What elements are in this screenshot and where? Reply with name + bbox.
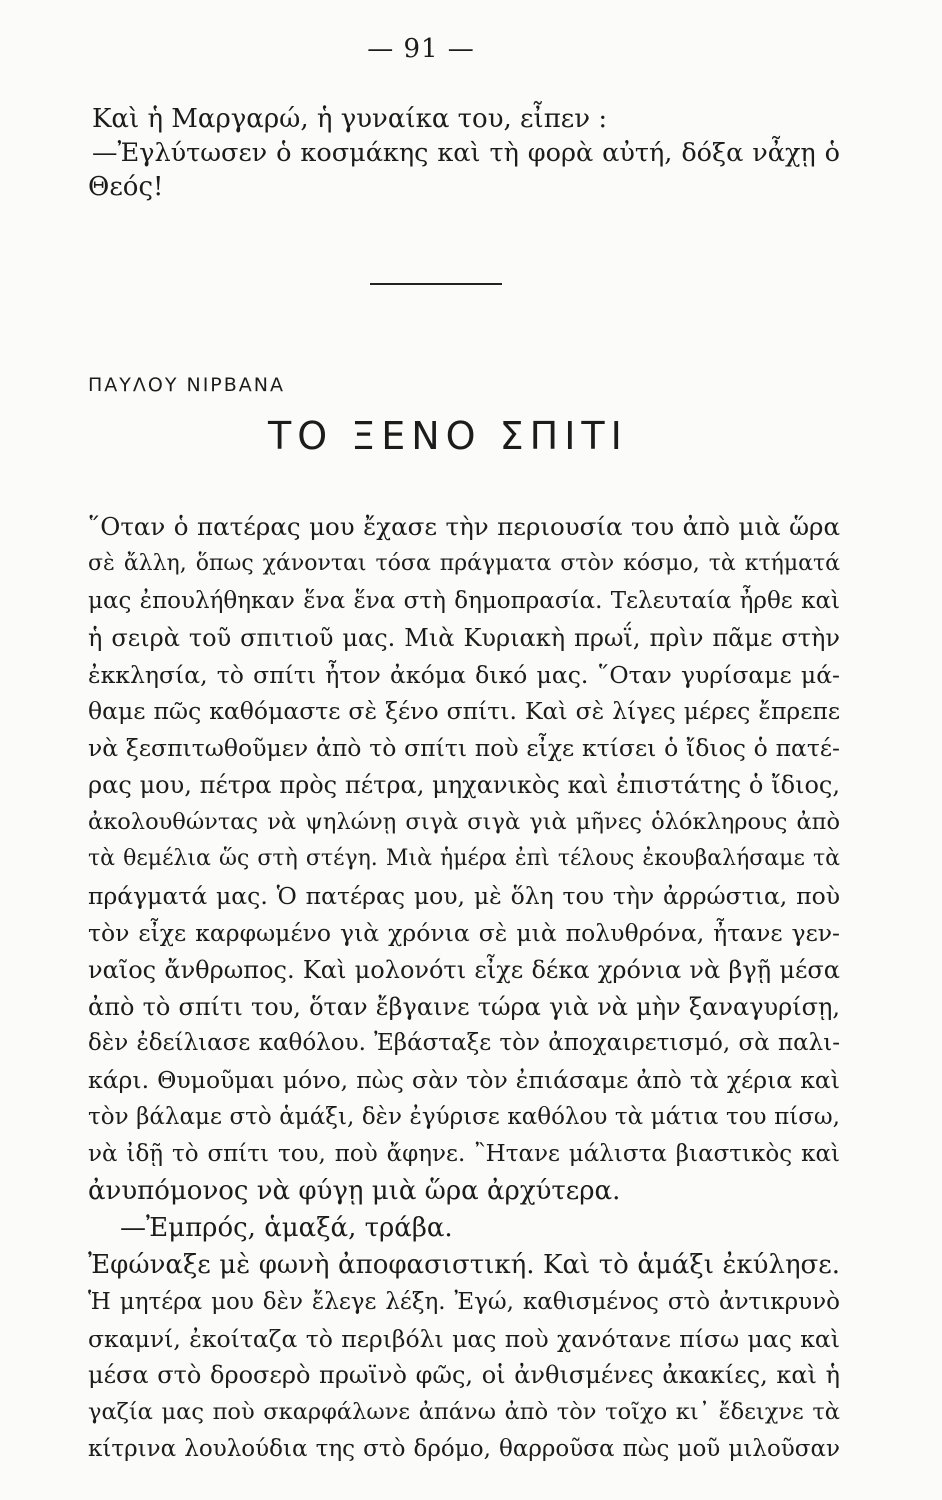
text-line: νὰ ξεσπιτωθοῦμεν ἀπὸ τὸ σπίτι ποὺ εἶχε κτίσει ὁ ἴδιος ὁ πατέ- bbox=[88, 734, 840, 763]
text-line: —Ἐμπρός, ἁμαξά, τράβα. bbox=[120, 1212, 453, 1243]
text-line: γαζία μας ποὺ σκαρφάλωνε ἀπάνω ἀπὸ τὸν τοῖχο κι᾽ ἔδειχνε τὰ bbox=[88, 1399, 840, 1426]
text-line: ἡ σειρὰ τοῦ σπιτιοῦ μας. Μιὰ Κυριακὴ πρωΐ, πρὶν πᾶμε στὴν bbox=[88, 623, 840, 652]
text-line: θαμε πῶς καθόμαστε σὲ ξένο σπίτι. Καὶ σὲ λίγες μέρες ἔπρεπε bbox=[88, 697, 840, 726]
text-line: ῞Οταν ὁ πατέρας μου ἔχασε τὴν περιουσία του ἀπὸ μιὰ ὥρα bbox=[88, 512, 840, 541]
text-line: πράγματά μας. Ὁ πατέρας μου, μὲ ὅλη του τὴν ἀρρώστια, ποὺ bbox=[88, 881, 840, 910]
text-line: τὸν εἶχε καρφωμένο γιὰ χρόνια σὲ μιὰ πολυθρόνα, ἦτανε γεν- bbox=[88, 918, 840, 947]
text-line: Θεός! bbox=[88, 172, 164, 202]
story-body bbox=[88, 509, 840, 1468]
author-name: ΠΑΥΛΟΥ ΝΙΡΒΑΝΑ bbox=[88, 374, 286, 396]
text-line: σκαμνί, ἐκοίταζα τὸ περιβόλι μας ποὺ χανότανε πίσω μας καὶ bbox=[88, 1324, 840, 1353]
text-line: ἀκολουθώντας νὰ ψηλώνῃ σιγὰ σιγὰ γιὰ μῆνες ὁλόκληρους ἀπὸ bbox=[88, 809, 840, 836]
text-line: Καὶ ἡ Μαργαρώ, ἡ γυναίκα του, εἶπεν : bbox=[92, 104, 608, 134]
text-line: ἐκκλησία, τὸ σπίτι ἦτον ἀκόμα δικό μας. ῞Οταν γυρίσαμε μά- bbox=[88, 660, 840, 689]
text-line: σὲ ἄλλη, ὅπως χάνονται τόσα πράγματα στὸν κόσμο, τὰ κτήματά bbox=[88, 550, 840, 576]
text-line: ναῖος ἄνθρωπος. Καὶ μολονότι εἶχε δέκα χρόνια νὰ βγῇ μέσα bbox=[88, 955, 840, 984]
story-title: ΤΟ ΞΕΝΟ ΣΠΙΤΙ bbox=[268, 414, 628, 458]
text-line: μέσα στὸ δροσερὸ πρωϊνὸ φῶς, οἱ ἀνθισμένες ἀκακίες, καὶ ἡ bbox=[88, 1361, 840, 1390]
text-line: Ἡ μητέρα μου δὲν ἔλεγε λέξη. Ἐγώ, καθισμένος στὸ ἀντικρυνὸ bbox=[88, 1288, 840, 1315]
text-line: ρας μου, πέτρα πρὸς πέτρα, μηχανικὸς καὶ ἐπιστάτης ὁ ἴδιος, bbox=[88, 771, 840, 800]
text-line: ἀπὸ τὸ σπίτι του, ὅταν ἔβγαινε τώρα γιὰ νὰ μὴν ξαναγυρίσῃ, bbox=[88, 992, 840, 1021]
text-line: δὲν ἐδείλιασε καθόλου. Ἐβάσταξε τὸν ἀποχαιρετισμό, σὰ παλι- bbox=[88, 1030, 840, 1057]
previous-story-ending bbox=[88, 102, 840, 204]
text-line: κίτρινα λουλούδια της στὸ δρόμο, θαρροῦσα πὼς μοῦ μιλοῦσαν bbox=[88, 1436, 840, 1463]
text-line: κάρι. Θυμοῦμαι μόνο, πὼς σὰν τὸν ἐπιάσαμε ἀπὸ τὰ χέρια καὶ bbox=[88, 1066, 840, 1095]
text-line: ἀνυπόμονος νὰ φύγῃ μιὰ ὥρα ἀρχύτερα. bbox=[88, 1176, 621, 1207]
text-line: Ἐφώναξε μὲ φωνὴ ἀποφασιστική. Καὶ τὸ ἁμάξι ἐκύλησε. bbox=[88, 1249, 840, 1280]
text-line: τὰ θεμέλια ὥς στὴ στέγη. Μιὰ ἡμέρα ἐπὶ τέλους ἐκουβαλήσαμε τὰ bbox=[88, 846, 840, 872]
text-line: τὸν βάλαμε στὸ ἁμάξι, δὲν ἐγύρισε καθόλου τὰ μάτια του πίσω, bbox=[88, 1104, 840, 1131]
section-divider bbox=[370, 283, 502, 285]
text-line: νὰ ἰδῇ τὸ σπίτι του, ποὺ ἄφηνε. ῍Ητανε μάλιστα βιαστικὸς καὶ bbox=[88, 1141, 840, 1168]
text-line: μας ἐπουλήθηκαν ἕνα ἕνα στὴ δημοπρασία. Τελευταία ἦρθε καὶ bbox=[88, 587, 840, 614]
page-number: — 91 — bbox=[367, 34, 475, 64]
text-line: —Ἐγλύτωσεν ὁ κοσμάκης καὶ τὴ φορὰ αὐτή, δόξα νἆχῃ ὁ bbox=[92, 138, 840, 168]
